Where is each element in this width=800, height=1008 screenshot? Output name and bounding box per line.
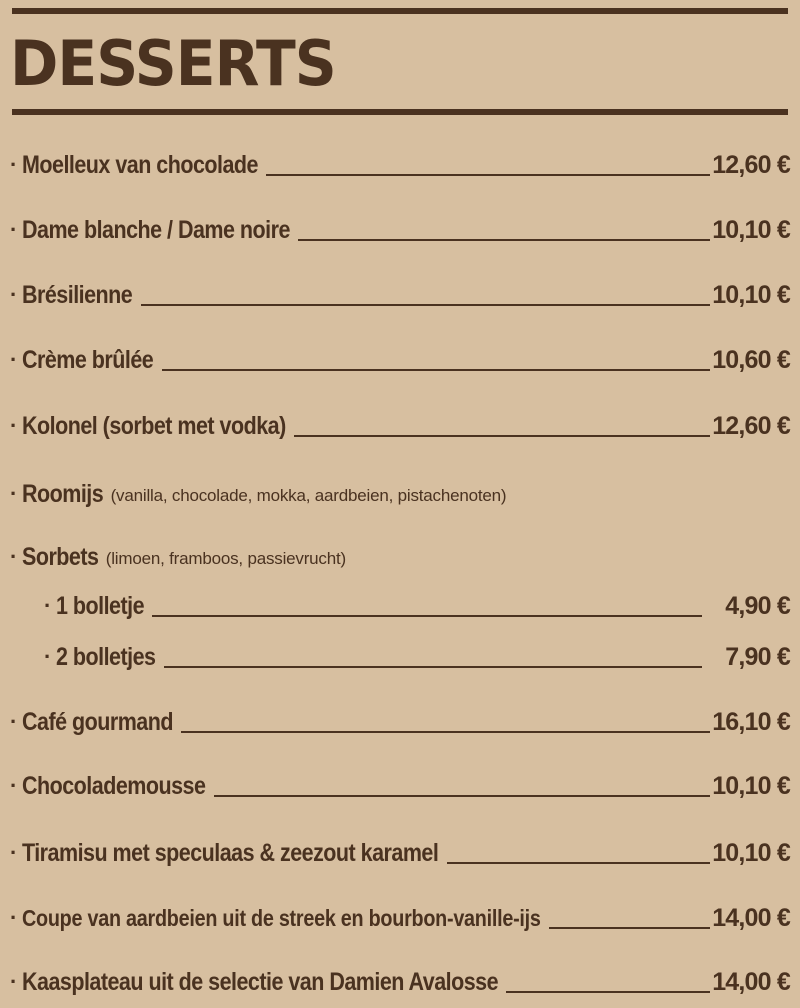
bullet: · (10, 347, 18, 372)
menu-item-sorbets (10, 536, 790, 572)
item-name: Café gourmand (22, 708, 174, 736)
item-name: Brésilienne (22, 281, 133, 309)
top-rule (12, 8, 788, 14)
item-price: 4,90 € (725, 592, 790, 620)
dotted-leader (162, 349, 711, 371)
menu-item-kaasplateau (10, 961, 790, 997)
dotted-leader (141, 284, 711, 306)
menu-item-roomijs (10, 473, 790, 509)
item-name: Roomijs (22, 480, 104, 508)
bullet: · (10, 905, 18, 930)
bullet: · (10, 773, 18, 798)
dotted-leader (266, 154, 710, 176)
item-name: Moelleux van chocolade (22, 151, 259, 179)
item-price: 10,10 € (712, 839, 790, 867)
dotted-leader (294, 415, 710, 437)
dotted-leader (152, 595, 702, 617)
item-note: (vanilla, chocolade, mokka, aardbeien, pistachenoten) (110, 486, 507, 505)
item-name: 2 bolletjes (56, 643, 156, 671)
dotted-leader (447, 842, 711, 864)
bullet: · (10, 282, 18, 307)
bullet: · (10, 709, 18, 734)
dotted-leader (181, 711, 710, 733)
menu-item-bresilienne (10, 274, 790, 310)
item-name: Dame blanche / Dame noire (22, 216, 291, 244)
menu-item-kolonel (10, 405, 790, 441)
item-name: Kaasplateau uit de selectie van Damien Avalosse (22, 968, 499, 996)
item-note: (limoen, framboos, passievrucht) (105, 549, 346, 568)
menu-item-dame-blanche (10, 209, 790, 245)
dotted-leader (298, 219, 710, 241)
menu-item-cafe-gourmand (10, 701, 790, 737)
dotted-leader (164, 646, 702, 668)
menu-item-tiramisu (10, 832, 790, 868)
item-price: 10,10 € (712, 772, 790, 800)
dotted-leader (214, 775, 710, 797)
bullet: · (44, 644, 52, 669)
item-price: 14,00 € (712, 904, 790, 932)
item-name: Sorbets (22, 543, 99, 571)
item-price: 10,60 € (712, 346, 790, 374)
title-rule (12, 109, 788, 115)
menu-subitem-1-bolletje (44, 585, 790, 621)
menu-item-coupe-aardbeien (10, 897, 790, 933)
item-name: Chocolademousse (22, 772, 206, 800)
item-name: 1 bolletje (56, 592, 145, 620)
bullet: · (10, 481, 18, 506)
dotted-leader (506, 971, 710, 993)
bullet: · (44, 593, 52, 618)
item-price: 14,00 € (712, 968, 790, 996)
item-price: 7,90 € (725, 643, 790, 671)
menu-item-chocolademousse (10, 765, 790, 801)
item-price: 10,10 € (712, 281, 790, 309)
bullet: · (10, 152, 18, 177)
item-price: 10,10 € (712, 216, 790, 244)
item-name: Kolonel (sorbet met vodka) (22, 412, 287, 440)
menu-item-moelleux (10, 144, 790, 180)
menu-title: DESSERTS (10, 27, 336, 100)
dotted-leader (549, 907, 710, 929)
menu-item-creme-brulee (10, 339, 790, 375)
item-price: 16,10 € (712, 708, 790, 736)
bullet: · (10, 217, 18, 242)
item-name: Tiramisu met speculaas & zeezout karamel (22, 839, 439, 867)
bullet: · (10, 413, 18, 438)
item-name: Crème brûlée (22, 346, 154, 374)
item-price: 12,60 € (712, 151, 790, 179)
bullet: · (10, 544, 18, 569)
item-name: Coupe van aardbeien uit de streek en bourbon-vanille-ijs (22, 905, 541, 931)
bullet: · (10, 969, 18, 994)
item-price: 12,60 € (712, 412, 790, 440)
menu-subitem-2-bolletjes (44, 636, 790, 672)
bullet: · (10, 840, 18, 865)
